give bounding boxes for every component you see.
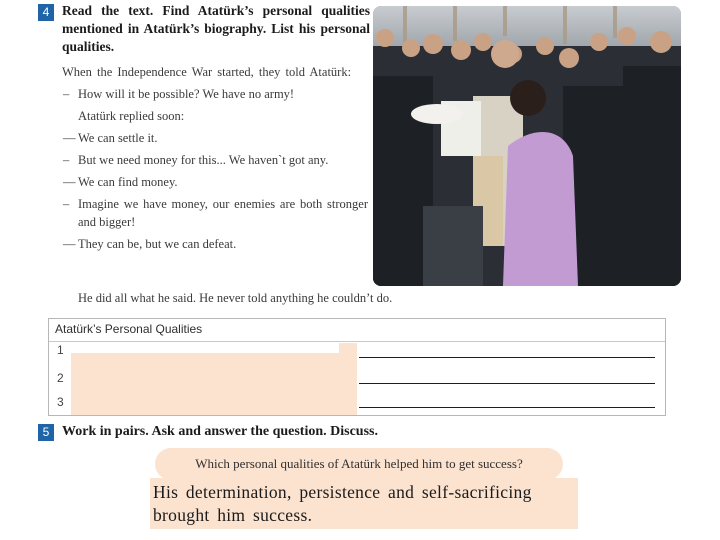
dialogue-text: They can be, but we can defeat. [78,237,237,251]
answer-box: His determination, persistence and self-sacrificing brought him success. [150,478,578,529]
answer-highlight-right [339,343,357,415]
answer-line-2[interactable] [359,383,655,384]
exercise-5-heading: Work in pairs. Ask and answer the question. Discuss. [62,424,378,439]
dialogue-line [62,235,368,253]
exercise-4-number: 4 [38,4,54,21]
dialogue-line [62,151,368,169]
personal-qualities-table [48,318,666,416]
dialogue-text: We can settle it. [78,131,158,145]
row-number-2: 2 [57,371,64,385]
dialogue-text: We can find money. [78,175,178,189]
exercise-4-heading: Read the text. Find Atatürk’s personal qualities mentioned in Atatürk’s biography. List his personal qualities. [62,3,370,54]
answer-highlight-left [71,353,343,415]
row-number-3: 3 [57,395,64,409]
dialogue-text: How will it be possible? We have no army! [78,87,295,101]
dialogue-line [62,129,368,147]
dialogue-dash: – [63,197,70,211]
intro-paragraph: When the Independence War started, they told Atatürk: [62,65,352,79]
dialogue-line [62,173,368,191]
row-number-1: 1 [57,343,64,357]
answer-line-1[interactable] [359,357,655,358]
dialogue-text: But we need money for this... We haven`t got any. [78,153,329,167]
dialogue [62,85,368,253]
table-title: Atatürk’s Personal Qualities [49,319,665,342]
dialogue-dash: — [63,175,76,189]
exercise-5-number: 5 [38,424,54,441]
dialogue-dash: – [63,87,70,101]
dialogue-line [62,195,368,231]
dialogue-line [62,107,368,125]
dialogue-text: Imagine we have money, our enemies are both stronger and bigger! [78,197,368,229]
reading-text [62,64,368,253]
historical-photo [373,6,681,286]
question-bubble: Which personal qualities of Atatürk helped him to get success? [155,448,563,480]
dialogue-dash: — [63,237,76,251]
crowd-photo-illustration [373,6,681,286]
answer-line-3[interactable] [359,407,655,408]
dialogue-line [62,85,368,103]
closing-sentence: He did all what he said. He never told anything he couldn’t do. [78,291,393,305]
dialogue-text: Atatürk replied soon: [78,109,185,123]
dialogue-dash: — [63,131,76,145]
dialogue-dash: – [63,153,70,167]
